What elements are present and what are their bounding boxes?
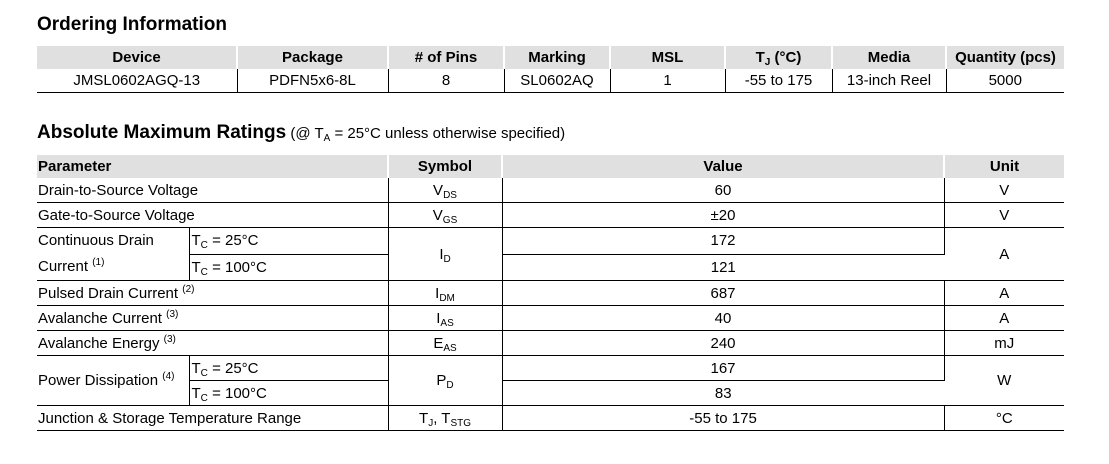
cell-pins: 8 — [388, 69, 504, 93]
unit-eas: mJ — [944, 331, 1064, 356]
header-symbol: Symbol — [388, 155, 502, 178]
symbol-idm: $I_{DM}$ — [388, 281, 502, 306]
param-idm: Pulsed Drain Current $^{(2)}$ — [37, 281, 388, 306]
table-row — [37, 178, 1064, 203]
unit-tj: °C — [944, 406, 1064, 431]
table-row — [37, 228, 1064, 255]
value-id-100: 121 — [502, 254, 944, 281]
ordering-table — [37, 46, 1064, 93]
unit-id: A — [944, 228, 1064, 281]
param-ias: Avalanche Current $^{(3)}$ — [37, 306, 388, 331]
param-vds: Drain-to-Source Voltage — [37, 178, 388, 203]
unit-vds: V — [944, 178, 1064, 203]
cell-package: PDFN5x6-8L — [237, 69, 388, 93]
table-row — [37, 203, 1064, 228]
ratings-table — [37, 155, 1064, 431]
symbol-ias: $I_{AS}$ — [388, 306, 502, 331]
param-vgs: Gate-to-Source Voltage — [37, 203, 388, 228]
value-vgs: ±20 — [502, 203, 944, 228]
value-eas: 240 — [502, 331, 944, 356]
header-parameter: Parameter — [37, 155, 388, 178]
symbol-eas: $E_{AS}$ — [388, 331, 502, 356]
table-row — [37, 306, 1064, 331]
table-row — [37, 331, 1064, 356]
value-vds: 60 — [502, 178, 944, 203]
header-device: Device — [37, 46, 237, 69]
value-pd-100: 83 — [502, 381, 944, 406]
header-unit: Unit — [944, 155, 1064, 178]
cell-quantity: 5000 — [946, 69, 1064, 93]
header-media: Media — [832, 46, 946, 69]
symbol-id: $I_D$ — [388, 228, 502, 281]
table-row — [37, 281, 1064, 306]
ratings-title: Absolute Maximum Ratings (@ $T_A = 25^\circ C$ unless otherwise specified) — [37, 122, 566, 144]
ordering-title: Ordering Information — [37, 14, 227, 35]
cell-marking: SL0602AQ — [504, 69, 610, 93]
cond-id-100: $T_C = 100^\circ C$ — [189, 254, 388, 281]
cond-pd-100: $T_C = 100^\circ C$ — [189, 381, 388, 406]
param-tj: Junction & Storage Temperature Range — [37, 406, 388, 431]
cell-device: JMSL0602AGQ-13 — [37, 69, 237, 93]
value-ias: 40 — [502, 306, 944, 331]
header-pins: # of Pins — [388, 46, 504, 69]
symbol-vgs: $V_{GS}$ — [388, 203, 502, 228]
unit-ias: A — [944, 306, 1064, 331]
unit-vgs: V — [944, 203, 1064, 228]
header-value: Value — [502, 155, 944, 178]
param-eas: Avalanche Energy $^{(3)}$ — [37, 331, 388, 356]
header-msl: MSL — [610, 46, 725, 69]
param-pd: Power Dissipation $^{(4)}$ — [37, 356, 189, 406]
cell-media: 13-inch Reel — [832, 69, 946, 93]
ratings-condition: (@ $T_A = 25^\circ C$ unless otherwise specified) — [286, 125, 566, 144]
ordering-header-row — [37, 46, 1064, 69]
header-package: Package — [237, 46, 388, 69]
value-tj: -55 to 175 — [502, 406, 944, 431]
value-pd-25: 167 — [502, 356, 944, 381]
ratings-header-row — [37, 155, 1064, 178]
unit-idm: A — [944, 281, 1064, 306]
table-row — [37, 254, 1064, 281]
table-row — [37, 69, 1064, 93]
table-row — [37, 381, 1064, 406]
table-row — [37, 406, 1064, 431]
header-marking: Marking — [504, 46, 610, 69]
value-id-25: 172 — [502, 228, 944, 255]
table-row — [37, 356, 1064, 381]
header-tj: $T_J$ (°C) — [725, 46, 832, 69]
cond-pd-25: $T_C = 25^\circ C$ — [189, 356, 388, 381]
symbol-pd: $P_D$ — [388, 356, 502, 406]
cell-msl: 1 — [610, 69, 725, 93]
cond-id-25: $T_C = 25^\circ C$ — [189, 228, 388, 255]
value-idm: 687 — [502, 281, 944, 306]
symbol-vds: $V_{DS}$ — [388, 178, 502, 203]
symbol-tj: $T_J$, $T_{STG}$ — [388, 406, 502, 431]
unit-pd: W — [944, 356, 1064, 406]
param-id: Continuous Drain Current $^{(1)}$ — [37, 228, 189, 281]
header-quantity: Quantity (pcs) — [946, 46, 1064, 69]
cell-tj: -55 to 175 — [725, 69, 832, 93]
